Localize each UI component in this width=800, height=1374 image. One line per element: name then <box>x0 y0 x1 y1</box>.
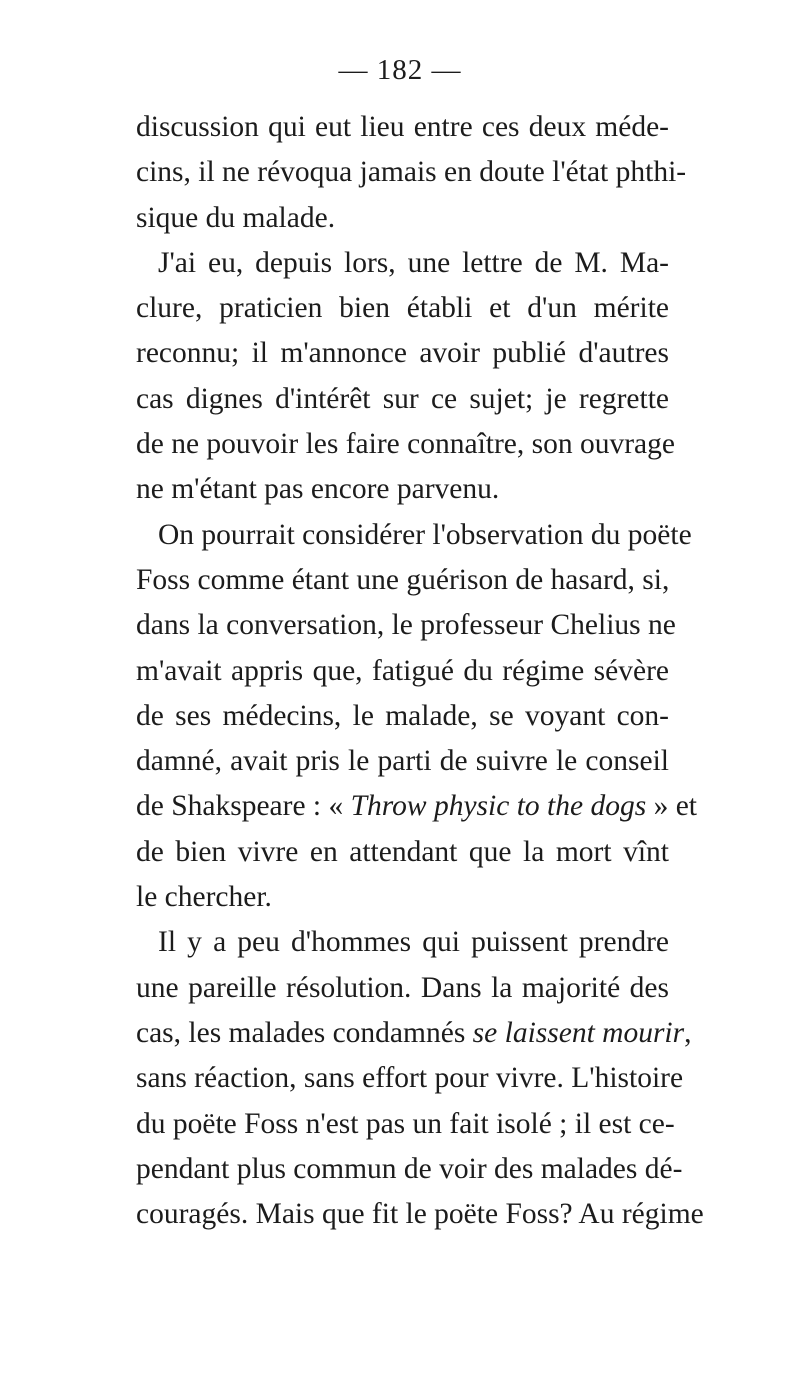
text-line: sans réaction, sans effort pour vivre. L'histoire <box>136 1062 684 1095</box>
italic-phrase: se laissent mourir <box>472 1016 685 1049</box>
text-line <box>136 784 697 829</box>
body-text <box>136 105 704 1237</box>
page-number: — 182 — <box>338 54 462 86</box>
text-line: du poëte Foss n'est pas un fait isolé ; il est ce- <box>136 1107 675 1140</box>
text-line: Il y a peu d'hommes qui puissent prendre <box>158 926 669 959</box>
text-line: le chercher. <box>136 881 272 914</box>
text-line: ne m'étant pas encore parvenu. <box>136 473 500 506</box>
text-line: couragés. Mais que fit le poëte Foss? Au régime <box>136 1198 704 1231</box>
text-segment: de Shakspeare : « <box>136 790 351 823</box>
text-line: de ses médecins, le malade, se voyant con- <box>136 699 669 732</box>
text-segment: cas, les malades condamnés <box>136 1016 473 1049</box>
text-line: damné, avait pris le parti de suivre le conseil <box>136 745 669 778</box>
text-line: de ne pouvoir les faire connaître, son ouvrage <box>136 428 675 461</box>
text-line: discussion qui eut lieu entre ces deux méde- <box>136 111 669 143</box>
text-line: clure, praticien bien établi et d'un mérite <box>136 292 669 325</box>
text-line: cas dignes d'intérêt sur ce sujet; je regrette <box>136 382 669 415</box>
text-line: On pourrait considérer l'observation du poëte <box>158 518 692 551</box>
text-line: dans la conversation, le professeur Chelius ne <box>136 609 676 642</box>
text-line: pendant plus commun de voir des malades dé- <box>136 1152 683 1185</box>
text-line: J'ai eu, depuis lors, une lettre de M. Ma- <box>158 246 669 279</box>
text-line: Foss comme étant une guérison de hasard, si, <box>136 563 670 596</box>
text-line: m'avait appris que, fatigué du régime sévère <box>136 654 669 687</box>
text-line <box>136 1011 692 1056</box>
text-line: de bien vivre en attendant que la mort vînt <box>136 835 669 868</box>
italic-quote: Throw physic to the dogs <box>350 790 647 823</box>
text-segment: , <box>684 1016 692 1049</box>
text-line: une pareille résolution. Dans la majorité des <box>136 971 669 1004</box>
text-segment: » et <box>646 790 697 823</box>
text-line: sique du malade. <box>136 201 336 234</box>
text-line: cins, il ne révoqua jamais en doute l'état phthi- <box>136 156 687 189</box>
text-line: reconnu; il m'annonce avoir publié d'autres <box>136 337 669 370</box>
